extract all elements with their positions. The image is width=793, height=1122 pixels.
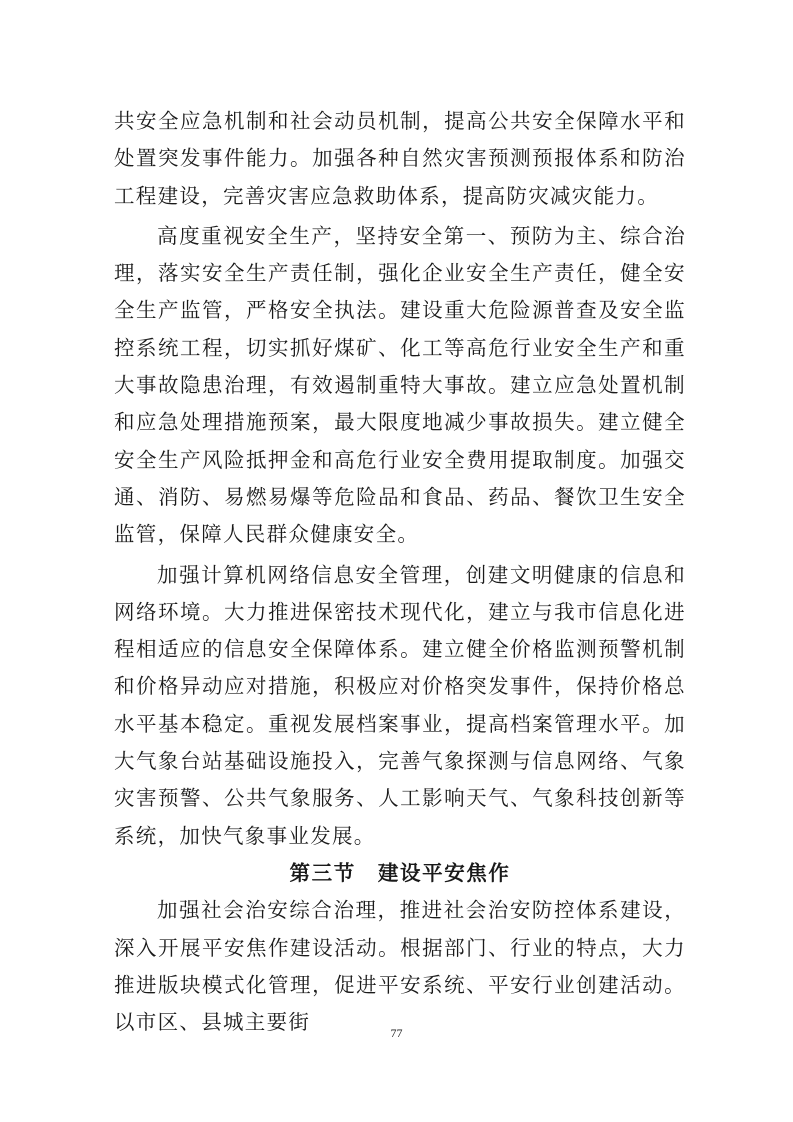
page-number: 77	[390, 1026, 403, 1040]
paragraph-continuation: 共安全应急机制和社会动员机制，提高公共安全保障水平和处置突发事件能力。加强各种自然灾害预测预报体系和防治工程建设，完善灾害应急救助体系，提高防灾减灾能力。	[114, 109, 686, 208]
paragraph-information-security: 加强计算机网络信息安全管理，创建文明健康的信息和网络环境。大力推进保密技术现代化，建立与我市信息化进程相适应的信息安全保障体系。建立健全价格监测预警机制和价格异动应对措施，积极应对价格突发事件，保持价格总水平基本稳定。重视发展档案事业，提高档案管理水平。加大气象台站基础设施投入，完善气象探测与信息网络、气象灾害预警、公共气象服务、人工影响天气、气象科技创新等系统，加快气象事业发展。	[114, 562, 686, 848]
body-text	[114, 103, 686, 1041]
paragraph-public-order: 加强社会治安综合治理，推进社会治安防控体系建设，深入开展平安焦作建设活动。根据部门、行业的特点，大力推进版块模式化管理，促进平安系统、平安行业创建活动。以市区、县城主要街	[114, 898, 686, 1035]
paragraph-safety-production: 高度重视安全生产，坚持安全第一、预防为主、综合治理，落实安全生产责任制，强化企业安全生产责任，健全安全生产监管，严格安全执法。建设重大危险源普查及安全监控系统工程，切实抓好煤矿、化工等高危行业安全生产和重大事故隐患治理，有效遏制重特大事故。建立应急处置机制和应急处理措施预案，最大限度地减少事故损失。建立健全安全生产风险抵押金和高危行业安全费用提取制度。加强交通、消防、易燃易爆等危险品和食品、药品、餐饮卫生安全监管，保障人民群众健康安全。	[114, 223, 686, 547]
section-heading: 第三节 建设平安焦作	[289, 860, 511, 885]
